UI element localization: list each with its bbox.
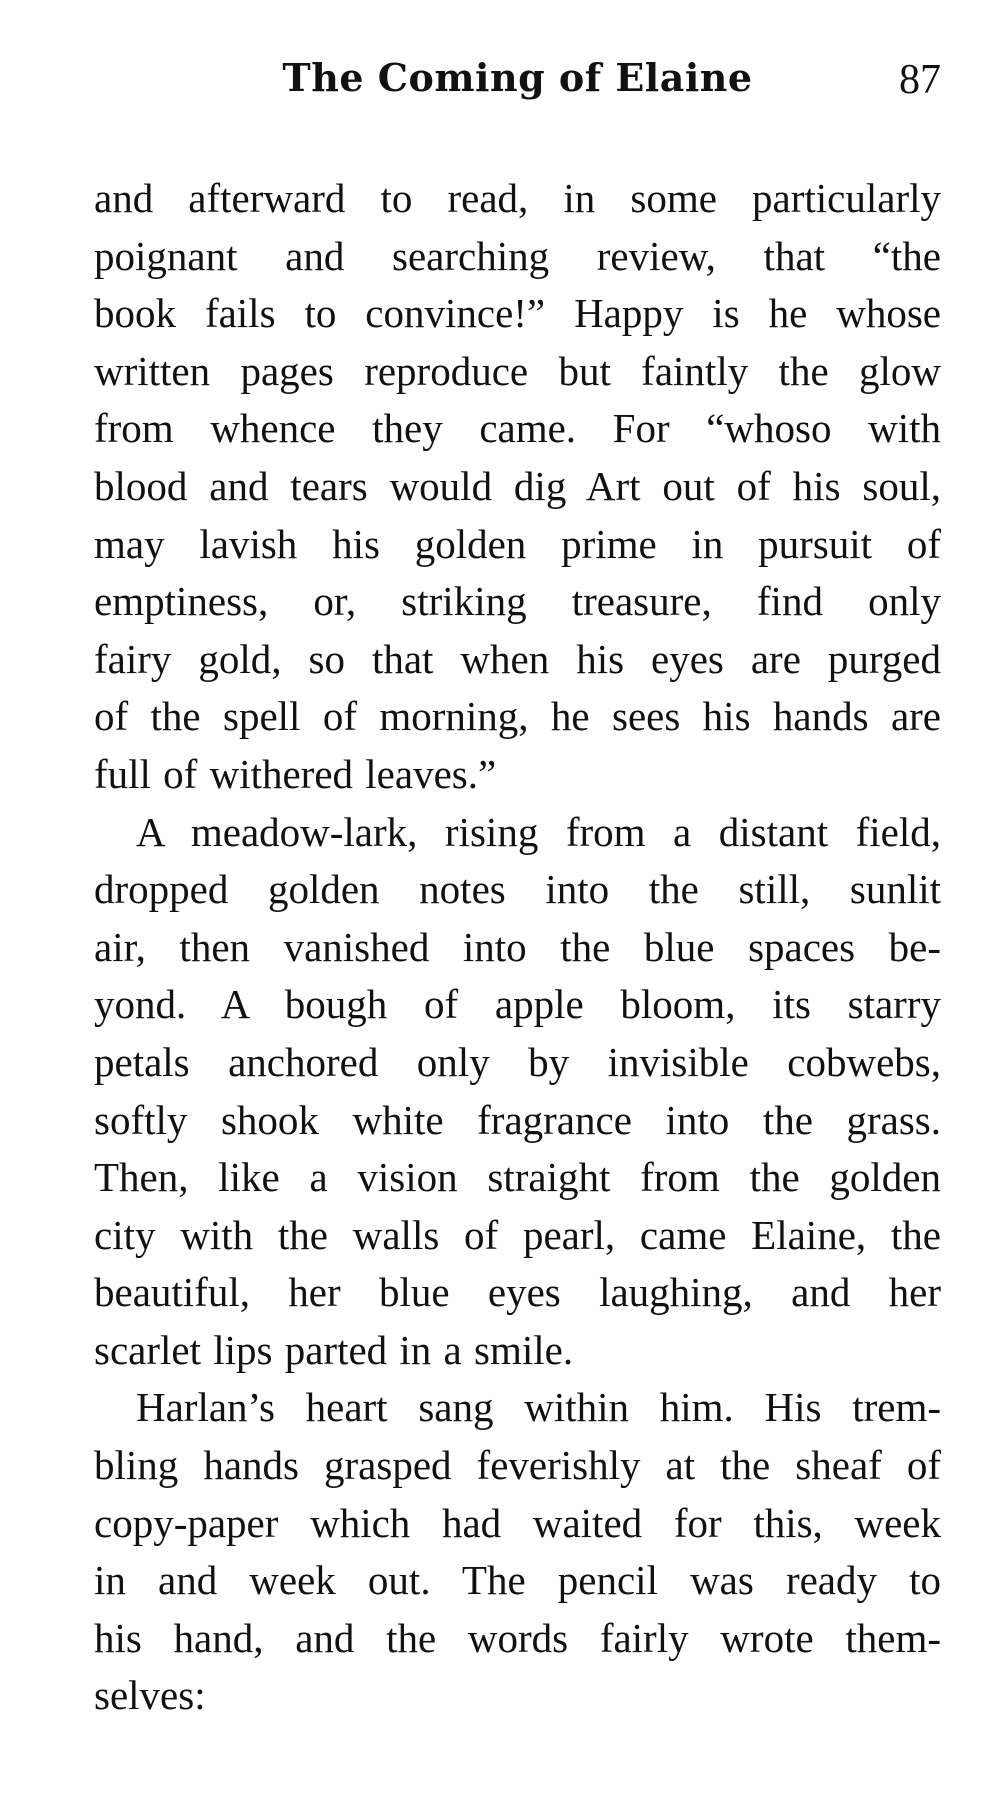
text-line: copy-paper which had waited for this, week xyxy=(94,1499,941,1546)
body-text xyxy=(94,170,941,1725)
text-line: emptiness, or, striking treasure, find only xyxy=(94,578,941,625)
text-line: of the spell of morning, he sees his hands are xyxy=(94,693,941,740)
text-line: yond. A bough of apple bloom, its starry xyxy=(94,981,941,1028)
text-line: bling hands grasped feverishly at the sheaf of xyxy=(94,1442,941,1489)
text-line: fairy gold, so that when his eyes are purged xyxy=(94,635,941,682)
text-line: book fails to convince!” Happy is he whose xyxy=(94,290,941,337)
paragraph xyxy=(94,170,941,804)
text-line: and afterward to read, in some particularly xyxy=(94,175,941,221)
text-line: Harlan’s heart sang within him. His trem- xyxy=(136,1384,941,1431)
text-line: Then, like a vision straight from the golden xyxy=(94,1154,941,1201)
paragraph xyxy=(94,1379,941,1725)
paragraph xyxy=(94,804,941,1380)
page-number: 87 xyxy=(899,57,941,103)
text-line: full of withered leaves.” xyxy=(94,750,497,797)
text-line: his hand, and the words fairly wrote them- xyxy=(94,1614,941,1661)
text-line: in and week out. The pencil was ready to xyxy=(94,1557,941,1604)
text-line: air, then vanished into the blue spaces be- xyxy=(94,923,941,970)
text-line: poignant and searching review, that “the xyxy=(94,232,941,279)
text-line: dropped golden notes into the still, sunlit xyxy=(94,866,941,913)
text-line: selves: xyxy=(94,1672,206,1719)
text-line: written pages reproduce but faintly the glow xyxy=(94,347,941,394)
text-line: may lavish his golden prime in pursuit of xyxy=(94,520,941,567)
text-line: petals anchored only by invisible cobwebs, xyxy=(94,1038,941,1085)
text-line: scarlet lips parted in a smile. xyxy=(94,1326,574,1373)
text-line: A meadow-lark, rising from a distant field, xyxy=(136,808,941,855)
text-line: city with the walls of pearl, came Elaine, the xyxy=(94,1211,941,1258)
text-line: from whence they came. For “whoso with xyxy=(94,405,941,452)
text-line: softly shook white fragrance into the grass. xyxy=(94,1096,941,1143)
running-head xyxy=(94,48,941,108)
text-line: blood and tears would dig Art out of his soul, xyxy=(94,462,941,509)
running-title: The Coming of Elaine xyxy=(282,55,753,100)
text-line: beautiful, her blue eyes laughing, and her xyxy=(94,1269,941,1316)
